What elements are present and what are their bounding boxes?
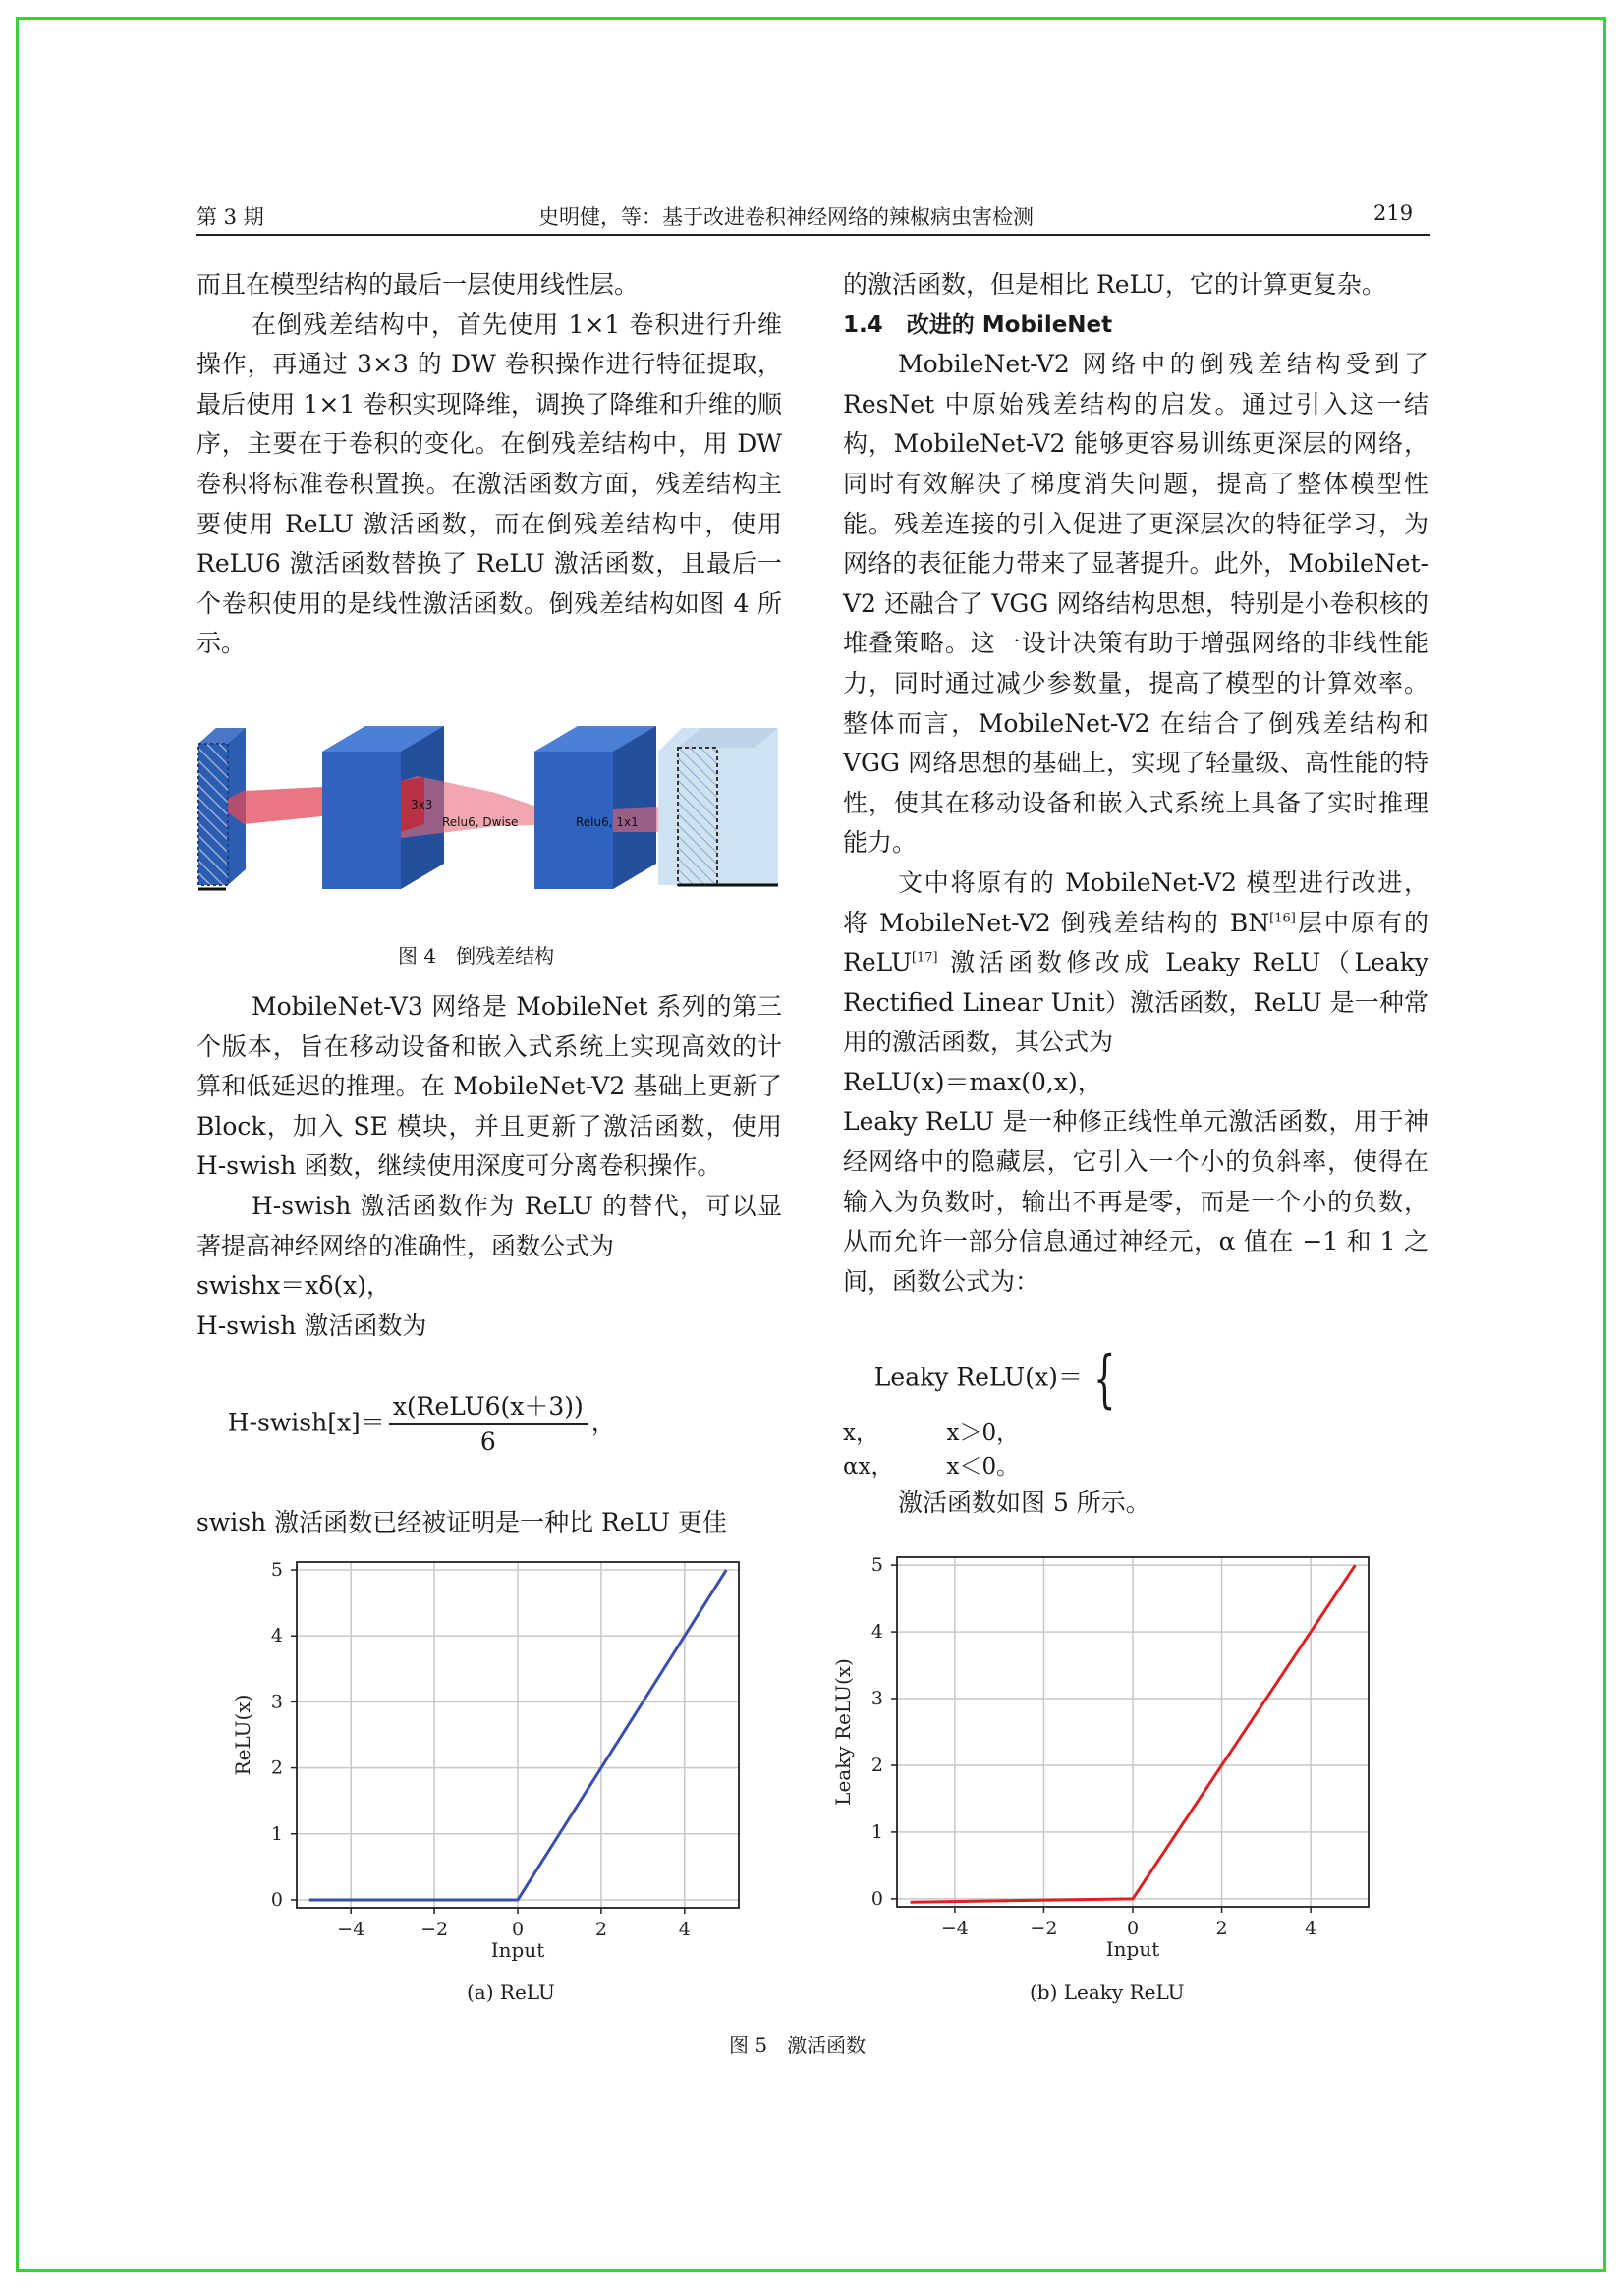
x-tick-label: 4 (1305, 1918, 1317, 1939)
left-column-bottom (196, 987, 790, 1542)
equation-hswish (196, 1350, 782, 1498)
y-tick-label: 0 (270, 1888, 283, 1911)
y-tick-label: 4 (870, 1621, 883, 1644)
text-run: 激活函数修改成 Leaky ReLU（Leaky Rectified Linear Unit）激活函数，ReLU 是一种常用的激活函数，其公式为 (843, 948, 1436, 1057)
fraction (389, 1390, 588, 1459)
paragraph: 激活函数如图 5 所示。 (898, 1488, 1150, 1518)
section-number: 1.4 (843, 311, 883, 338)
figure-4-caption: 图 4 倒残差结构 (398, 944, 555, 968)
equation-relu: ReLU(x)＝max(0,x)， (843, 1067, 1102, 1096)
equation-leaky-relu (843, 1308, 1428, 1417)
left-column-top (196, 265, 790, 664)
y-tick-label: 4 (270, 1625, 283, 1647)
paragraph: H-swish 激活函数为 (196, 1311, 427, 1340)
paragraph: Leaky ReLU 是一种修正线性单元激活函数，用于神经网络中的隐藏层，它引入一个小的负斜率，使得在输入为负数时，输出不再是零，而是一个小的负数，从而允许一部分信息通过神经元，α 值在 −1 和 1 之间，函数公式为： (843, 1107, 1428, 1296)
section-heading (843, 306, 1428, 346)
case-value: x， (843, 1421, 878, 1447)
equation-lhs: Leaky ReLU(x)＝ (873, 1363, 1083, 1392)
citation: [16] (1269, 911, 1296, 926)
fraction-numerator: x(ReLU6(x＋3)) (389, 1390, 588, 1425)
equation-end: ， (590, 1408, 616, 1437)
right-column (843, 265, 1436, 1524)
diagram-graphic (196, 722, 780, 891)
x-tick-label: 4 (678, 1919, 691, 1940)
diagram-label-dwise: Relu6, Dwise (442, 815, 519, 829)
y-tick-label: 2 (870, 1754, 883, 1776)
y-tick-label: 3 (270, 1691, 283, 1713)
paragraph: MobileNet-V2 网络中的倒残差结构受到了 ResNet 中原始残差结构的启发。通过引入这一结构，MobileNet-V2 能够更容易训练更深层的网络，同时有效解决了梯度消失问题，提高了整体模型性能。残差连接的引入促进了更深层次的特征学习，为网络的表征能力带来了显著提升。此外，MobileNet-V2 还融合了 VGG 网络结构思想，特别是小卷积核的堆叠策略。这一设计决策有助于增强网络的非线性能力，同时通过减少参数量，提高了模型的计算效率。整体而言，MobileNet-V2 在结合了倒残差结构和 VGG 网络思想的基础上，实现了轻量级、高性能的特性，使其在移动设备和嵌入式系统上具备了实时推理能力。 (843, 350, 1436, 858)
x-axis-label: Input (1105, 1937, 1160, 1961)
piecewise-cases (843, 1417, 1029, 1483)
y-tick-label: 5 (870, 1554, 883, 1577)
x-axis-label: Input (490, 1938, 545, 1962)
text-run: 文中将原有的 MobileNet-V2 模型进行改进，将 MobileNet-V2 倒残差结构的 BN (843, 867, 1428, 937)
paragraph: 而且在模型结构的最后一层使用线性层。 (196, 270, 640, 299)
case-condition: x＜0。 (946, 1454, 1020, 1480)
y-tick-label: 1 (870, 1820, 883, 1843)
y-tick-label: 1 (270, 1822, 283, 1845)
x-tick-label: −4 (337, 1919, 365, 1940)
case-value: αx， (843, 1454, 894, 1480)
equation-swish: swishx＝xδ(x)， (196, 1271, 392, 1301)
equation-lhs: H-swish[x]＝ (227, 1408, 385, 1437)
y-tick-label: 5 (270, 1559, 283, 1582)
figure-5a-caption: (a) ReLU (467, 1980, 555, 2004)
relu-chart (231, 1552, 766, 1984)
x-tick-label: −2 (1030, 1918, 1058, 1939)
paragraph: swish 激活函数已经被证明是一种比 ReLU 更佳 (196, 1507, 727, 1536)
leaky-relu-chart (831, 1547, 1390, 1980)
paragraph: 在倒残差结构中，首先使用 1×1 卷积进行升维操作，再通过 3×3 的 DW 卷积操作进行特征提取，最后使用 1×1 卷积实现降维，调换了降维和升维的顺序，主要在于卷积的变化。在倒残差结构中，用 DW 卷积将标准卷积置换。在激活函数方面，残差结构主要使用 ReLU 激活函数，而在倒残差结构中，使用 ReLU6 激活函数替换了 ReLU 激活函数，且最后一个卷积使用的是线性激活函数。倒残差结构如图 4 所示。 (196, 309, 790, 658)
fraction-denominator: 6 (479, 1426, 496, 1456)
y-tick-label: 3 (870, 1688, 883, 1710)
x-tick-label: −2 (420, 1919, 449, 1940)
y-axis-label: Leaky ReLU(x) (831, 1658, 855, 1806)
y-tick-label: 2 (270, 1757, 283, 1779)
text-run: 层中原有的 ReLU (843, 908, 1436, 977)
diagram-label-3x3: 3x3 (411, 798, 433, 811)
figure-5-caption: 图 5 激活函数 (729, 2034, 867, 2057)
y-axis-label: ReLU(x) (231, 1694, 254, 1776)
header-rule (196, 234, 1430, 236)
case-condition: x＞0， (946, 1421, 1020, 1447)
diagram-label-1x1: Relu6, 1x1 (576, 815, 639, 829)
x-tick-label: 0 (511, 1919, 525, 1940)
x-tick-label: 0 (1126, 1918, 1140, 1939)
paragraph: 的激活函数，但是相比 ReLU，它的计算更复杂。 (843, 270, 1386, 299)
figure-5b-caption: (b) Leaky ReLU (1030, 1980, 1185, 2004)
x-tick-label: 2 (1215, 1918, 1228, 1939)
brace: { (1093, 1343, 1116, 1417)
inverted-residual-diagram (196, 722, 780, 891)
paragraph: H-swish 激活函数作为 ReLU 的替代，可以显著提高神经网络的准确性，函数公式为 (196, 1191, 782, 1260)
paragraph (843, 864, 1436, 1063)
paragraph: MobileNet-V3 网络是 MobileNet 系列的第三个版本，旨在移动设备和嵌入式系统上实现高效的计算和低延迟的推理。在 MobileNet-V2 基础上更新了 Block，加入 SE 模块，并且更新了激活函数，使用 H-swish 函数，继续使用深度可分离卷积操作。 (196, 992, 790, 1181)
x-tick-label: 2 (594, 1919, 607, 1940)
section-title: 改进的 MobileNet (906, 311, 1113, 338)
y-tick-label: 0 (870, 1887, 883, 1910)
header-issue: 第 3 期 (196, 205, 264, 229)
x-tick-label: −4 (940, 1918, 969, 1939)
citation: [17] (911, 950, 938, 966)
header-page-number: 219 (1373, 201, 1414, 225)
header-title: 史明健，等：基于改进卷积神经网络的辣椒病虫害检测 (538, 205, 1034, 229)
